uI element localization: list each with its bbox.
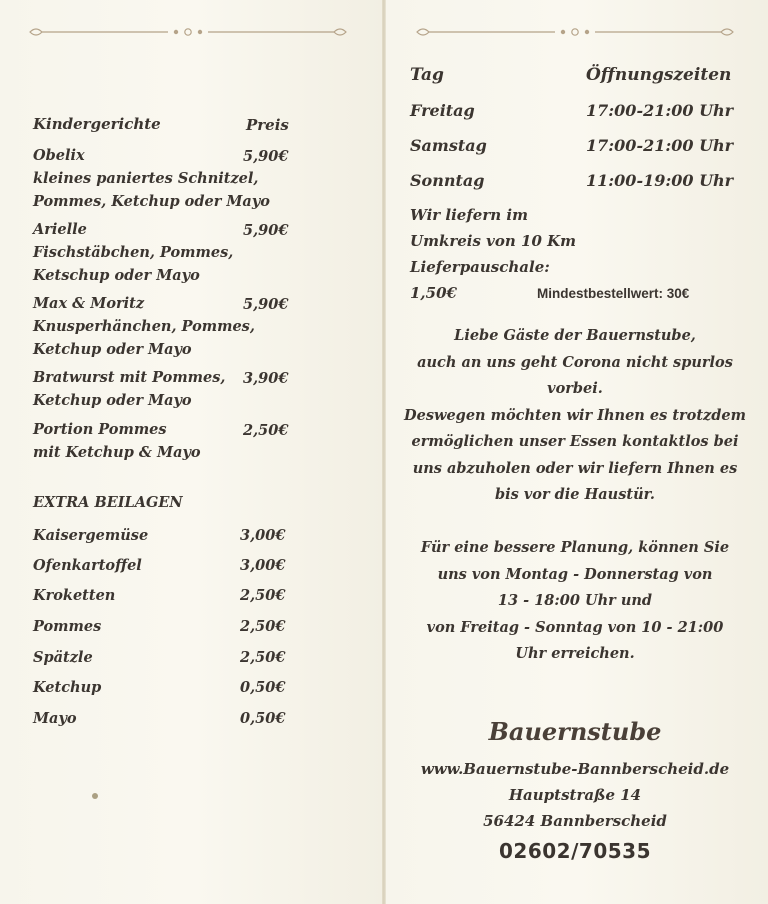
extra-item-price: 0,50€: [240, 679, 286, 696]
minimum-order: Mindestbestellwert: 30€: [537, 286, 690, 301]
menu-item-name: Max & Moritz: [33, 295, 145, 312]
city-address: 56424 Bannberscheid: [483, 812, 667, 830]
menu-item-name: Obelix: [33, 147, 85, 164]
menu-item-desc: Ketchup oder Mayo: [33, 341, 192, 358]
menu-item-desc: kleines paniertes Schnitzel,: [33, 170, 259, 187]
menu-item-price: 5,90€: [243, 222, 289, 239]
extra-item-name: Kroketten: [33, 587, 116, 604]
extra-item-name: Spätzle: [33, 649, 93, 666]
ornament-divider-left: [28, 22, 348, 42]
extra-item-price: 3,00€: [240, 557, 286, 574]
menu-item-price: 2,50€: [243, 422, 289, 439]
message-para-2: [395, 535, 755, 668]
hours-col-hours: Öffnungszeiten: [586, 65, 732, 85]
message-para-1: [395, 323, 755, 509]
kids-menu-heading: Kindergerichte: [33, 115, 161, 133]
extra-item-name: Mayo: [33, 710, 77, 727]
message-line: auch an uns geht Corona nicht spurlos: [417, 353, 733, 371]
extra-item-price: 3,00€: [240, 527, 286, 544]
message-line: Für eine bessere Planung, können Sie: [420, 539, 730, 556]
menu-item-desc: mit Ketchup & Mayo: [33, 444, 201, 461]
message-line: von Freitag - Sonntag von 10 - 21:00: [426, 618, 724, 636]
message-line: Uhr erreichen.: [515, 645, 635, 662]
delivery-line: Wir liefern im: [410, 206, 528, 224]
street-address: Hauptstraße 14: [508, 786, 642, 804]
extra-item-name: Ketchup: [33, 679, 102, 696]
menu-item-desc: Fischstäbchen, Pommes,: [33, 244, 234, 261]
brand-name: Bauernstube: [488, 717, 662, 746]
message-line: bis vor die Haustür.: [495, 486, 655, 503]
message-line: ermöglichen unser Essen kontaktlos bei: [411, 433, 739, 450]
delivery-line: Lieferpauschale:: [410, 258, 550, 276]
delivery-line: Umkreis von 10 Km: [410, 232, 577, 250]
hours-day: Samstag: [410, 136, 487, 155]
extras-heading: EXTRA BEILAGEN: [33, 494, 183, 511]
extra-item-name: Ofenkartoffel: [33, 557, 142, 574]
hours-time: 17:00-21:00 Uhr: [586, 101, 734, 120]
extra-item-price: 2,50€: [240, 618, 286, 635]
hours-day: Sonntag: [410, 171, 485, 190]
menu-item-name: Portion Pommes: [33, 421, 167, 438]
menu-item-price: 3,90€: [243, 370, 289, 387]
menu-item-name: Bratwurst mit Pommes,: [33, 369, 226, 386]
extra-item-price: 2,50€: [240, 649, 286, 666]
ornament-divider-right: [415, 22, 735, 42]
message-line: 13 - 18:00 Uhr und: [497, 592, 653, 609]
paper-speck: [92, 793, 98, 799]
extra-item-price: 2,50€: [240, 587, 286, 604]
message-line: uns abzuholen oder wir liefern Ihnen es: [412, 459, 738, 477]
menu-item-desc: Knusperhänchen, Pommes,: [33, 318, 255, 335]
menu-item-desc: Pommes, Ketchup oder Mayo: [33, 193, 270, 210]
hours-col-day: Tag: [410, 65, 444, 85]
message-line: Liebe Gäste der Bauernstube,: [454, 327, 696, 344]
delivery-fee: 1,50€: [410, 284, 457, 302]
hours-time: 17:00-21:00 Uhr: [586, 136, 734, 155]
menu-item-price: 5,90€: [243, 148, 289, 165]
extra-item-name: Pommes: [33, 618, 102, 635]
menu-item-desc: Ketchup oder Mayo: [33, 392, 192, 409]
page-fold: [382, 0, 386, 904]
message-line: Deswegen möchten wir Ihnen es trotzdem: [404, 406, 746, 424]
extra-item-price: 0,50€: [240, 710, 286, 727]
message-line: vorbei.: [547, 380, 603, 397]
price-column-heading: Preis: [246, 116, 289, 134]
menu-item-name: Arielle: [33, 221, 87, 238]
website-link[interactable]: www.Bauernstube-Bannberscheid.de: [420, 760, 730, 778]
message-line: uns von Montag - Donnerstag von: [437, 565, 713, 583]
hours-time: 11:00-19:00 Uhr: [586, 171, 734, 190]
menu-item-price: 5,90€: [243, 296, 289, 313]
extra-item-name: Kaisergemüse: [33, 527, 149, 544]
menu-item-desc: Ketschup oder Mayo: [33, 267, 200, 284]
phone-number[interactable]: 02602/70535: [499, 839, 651, 863]
hours-day: Freitag: [410, 101, 475, 120]
